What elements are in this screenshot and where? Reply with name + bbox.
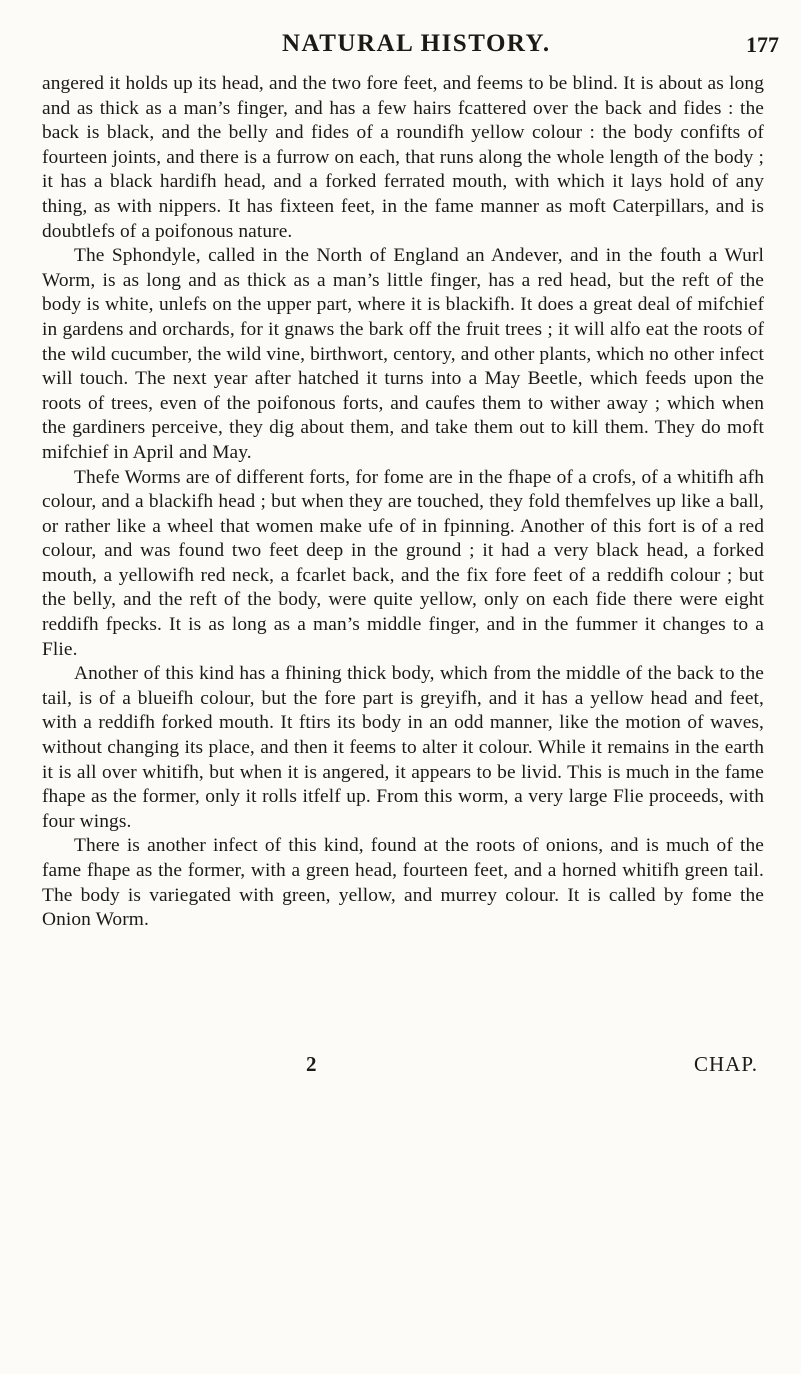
page-footer (0, 1052, 801, 1082)
running-title: NATURAL HISTORY. (282, 30, 551, 57)
running-head (0, 28, 801, 64)
body-text (42, 72, 764, 933)
catchword: CHAP. (694, 1052, 758, 1076)
page-number: 177 (746, 32, 779, 57)
paragraph: There is another infect of this kind, found at the roots of onions, and is much of the fame fhape as the former, with a green head, fourteen feet, and a horned whitifh green tail. The body is variegated with green, yellow, and murrey colour. It is called by fome the Onion Worm. (42, 835, 764, 931)
paragraph: Thefe Worms are of different forts, for fome are in the fhape of a crofs, of a whitifh afh colour, and a blackifh head ; but when they are touched, they fold themfelves up like a ball, or rather like a wheel that women make ufe of in fpinning. Another of this fort is of a red colour, and was found two feet deep in the ground ; it had a very black head, a forked mouth, a yellowifh red neck, a fcarlet back, and the fix fore feet of a reddifh colour ; but the belly, and the reft of the body, were quite yellow, only on each fide there were eight reddifh fpecks. It is as long as a man’s middle finger, and in the fummer it changes to a Flie. (42, 466, 764, 660)
paragraph: Another of this kind has a fhining thick body, which from the middle of the back to the tail, is of a blueifh colour, but the fore part is greyifh, and it has a yellow head and feet, with a reddifh forked mouth. It ftirs its body in an odd manner, like the motion of waves, without changing its place, and then it feems to alter it colour. While it remains in the earth it is all over whitifh, but when it is angered, it appears to be livid. This is much in the fame fhape as the former, only it rolls itfelf up. From this worm, a very large Flie proceeds, with four wings. (42, 663, 764, 832)
signature-mark: 2 (306, 1052, 317, 1076)
paragraph: angered it holds up its head, and the two fore feet, and feems to be blind. It is about as long and as thick as a man’s finger, and has a few hairs fcattered over the back and fides : the back is black, and the belly and fides of a roundifh yellow colour : the body confifts of fourteen joints, and there is a furrow on each, that runs along the whole length of the body ; it has a black hardifh head, and a forked ferrated mouth, with which it lays hold of any thing, as with nippers. It has fixteen feet, in the fame manner as moft Caterpillars, and is doubtlefs of a poifonous nature. (42, 73, 764, 242)
paragraph: The Sphondyle, called in the North of England an Andever, and in the fouth a Wurl Worm, is as long and as thick as a man’s little finger, has a red head, but the reft of the body is white, unlefs on the upper part, where it is blackifh. It does a great deal of mifchief in gardens and orchards, for it gnaws the bark off the fruit trees ; it will alfo eat the roots of the wild cucumber, the wild vine, birthwort, centory, and other plants, which no other infect will touch. The next year after hatched it turns into a May Beetle, which feeds upon the roots of trees, even of the poifonous forts, and caufes them to wither away ; which when the gardiners perceive, they dig about them, and take them out to kill them. They do moft mifchief in April and May. (42, 245, 764, 463)
